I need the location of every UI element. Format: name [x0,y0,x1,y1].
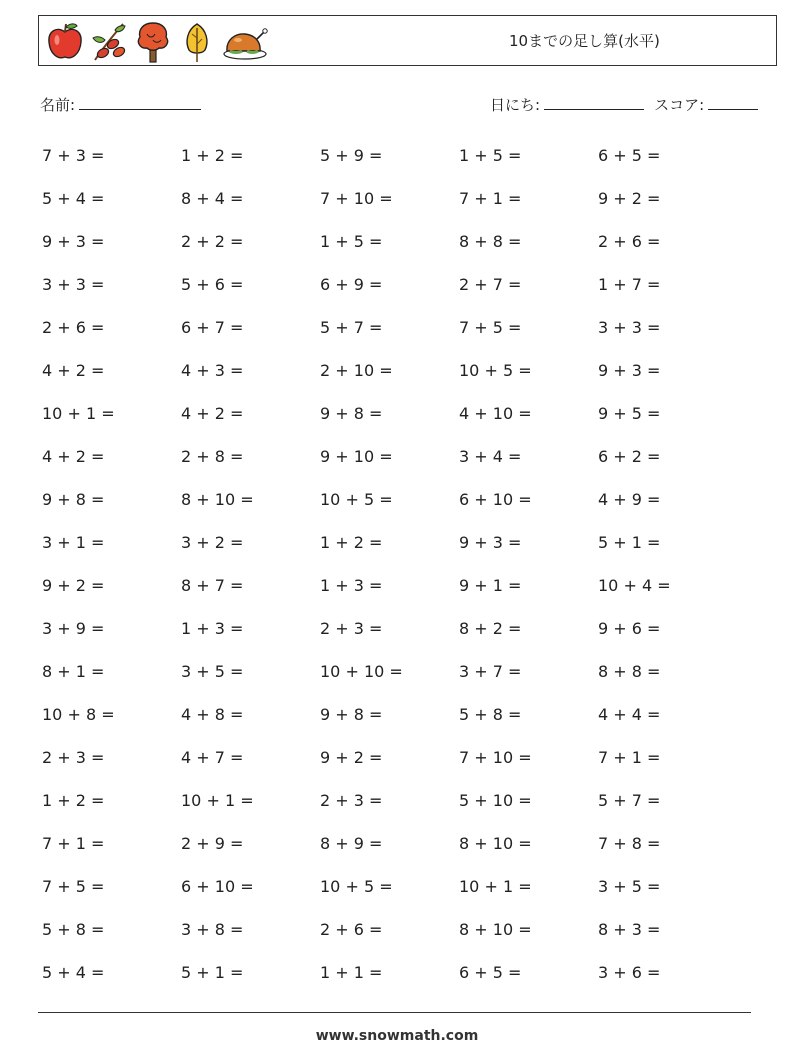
addition-problem: 7 + 10 = [320,189,393,208]
addition-problem: 10 + 5 = [320,877,393,896]
addition-problem: 10 + 10 = [320,662,403,681]
addition-problem: 9 + 3 = [598,361,661,380]
addition-problem: 7 + 1 = [42,834,105,853]
addition-problem: 10 + 5 = [459,361,532,380]
addition-problem: 1 + 3 = [320,576,383,595]
date-blank[interactable] [544,93,644,110]
addition-problem: 5 + 4 = [42,189,105,208]
addition-problem: 1 + 3 = [181,619,244,638]
footer-url: www.snowmath.com [315,1028,479,1044]
addition-problem: 5 + 9 = [320,146,383,165]
addition-problem: 8 + 8 = [459,232,522,251]
header-box [38,15,777,66]
addition-problem: 2 + 3 = [42,748,105,767]
addition-problem: 3 + 8 = [181,920,244,939]
addition-problem: 3 + 5 = [181,662,244,681]
addition-problem: 10 + 1 = [181,791,254,810]
name-blank[interactable] [79,93,201,110]
addition-problem: 4 + 2 = [181,404,244,423]
addition-problem: 8 + 7 = [181,576,244,595]
addition-problem: 5 + 7 = [598,791,661,810]
addition-problem: 9 + 8 = [320,404,383,423]
addition-problem: 7 + 1 = [459,189,522,208]
autumn-tree-icon [133,20,173,64]
addition-problem: 10 + 5 = [320,490,393,509]
ginkgo-leaf-icon [177,20,217,64]
name-field [40,93,201,115]
addition-problem: 7 + 8 = [598,834,661,853]
addition-problem: 1 + 2 = [181,146,244,165]
icon-strip [45,20,269,64]
addition-problem: 8 + 10 = [459,920,532,939]
addition-problem: 4 + 2 = [42,361,105,380]
addition-problem: 5 + 4 = [42,963,105,982]
addition-problem: 9 + 3 = [459,533,522,552]
rosehip-branch-icon [89,20,129,64]
addition-problem: 8 + 3 = [598,920,661,939]
addition-problem: 3 + 3 = [42,275,105,294]
date-score-fields [490,93,758,115]
date-label: 日にち: [490,96,541,114]
addition-problem: 2 + 2 = [181,232,244,251]
addition-problem: 5 + 1 = [598,533,661,552]
addition-problem: 6 + 5 = [459,963,522,982]
apple-icon [45,20,85,64]
addition-problem: 5 + 6 = [181,275,244,294]
addition-problem: 8 + 1 = [42,662,105,681]
addition-problem: 3 + 3 = [598,318,661,337]
addition-problem: 9 + 6 = [598,619,661,638]
addition-problem: 10 + 1 = [459,877,532,896]
addition-problem: 2 + 6 = [320,920,383,939]
addition-problem: 5 + 10 = [459,791,532,810]
addition-problem: 9 + 5 = [598,404,661,423]
addition-problem: 6 + 9 = [320,275,383,294]
addition-problem: 1 + 2 = [42,791,105,810]
addition-problem: 5 + 1 = [181,963,244,982]
problem-grid [42,136,737,996]
addition-problem: 9 + 1 = [459,576,522,595]
addition-problem: 2 + 3 = [320,619,383,638]
addition-problem: 4 + 7 = [181,748,244,767]
addition-problem: 5 + 8 = [459,705,522,724]
addition-problem: 8 + 10 = [459,834,532,853]
addition-problem: 9 + 3 = [42,232,105,251]
addition-problem: 5 + 8 = [42,920,105,939]
addition-problem: 9 + 2 = [320,748,383,767]
addition-problem: 4 + 3 = [181,361,244,380]
addition-problem: 2 + 8 = [181,447,244,466]
footer-divider [38,1012,751,1013]
addition-problem: 7 + 5 = [42,877,105,896]
addition-problem: 3 + 9 = [42,619,105,638]
addition-problem: 5 + 7 = [320,318,383,337]
addition-problem: 6 + 5 = [598,146,661,165]
addition-problem: 10 + 8 = [42,705,115,724]
addition-problem: 8 + 9 = [320,834,383,853]
addition-problem: 3 + 7 = [459,662,522,681]
addition-problem: 6 + 10 = [459,490,532,509]
name-label: 名前: [40,96,76,114]
addition-problem: 3 + 5 = [598,877,661,896]
addition-problem: 4 + 8 = [181,705,244,724]
addition-problem: 8 + 8 = [598,662,661,681]
addition-problem: 2 + 7 = [459,275,522,294]
addition-problem: 9 + 2 = [42,576,105,595]
addition-problem: 9 + 8 = [42,490,105,509]
addition-problem: 3 + 6 = [598,963,661,982]
worksheet-title: 10までの足し算(水平) [509,32,660,50]
addition-problem: 8 + 2 = [459,619,522,638]
addition-problem: 2 + 6 = [598,232,661,251]
addition-problem: 10 + 1 = [42,404,115,423]
addition-problem: 9 + 2 = [598,189,661,208]
addition-problem: 7 + 10 = [459,748,532,767]
addition-problem: 7 + 3 = [42,146,105,165]
addition-problem: 7 + 1 = [598,748,661,767]
addition-problem: 3 + 2 = [181,533,244,552]
addition-problem: 10 + 4 = [598,576,671,595]
addition-problem: 9 + 8 = [320,705,383,724]
addition-problem: 7 + 5 = [459,318,522,337]
addition-problem: 4 + 2 = [42,447,105,466]
addition-problem: 3 + 4 = [459,447,522,466]
addition-problem: 6 + 2 = [598,447,661,466]
addition-problem: 8 + 4 = [181,189,244,208]
addition-problem: 1 + 2 = [320,533,383,552]
addition-problem: 4 + 4 = [598,705,661,724]
addition-problem: 1 + 1 = [320,963,383,982]
addition-problem: 2 + 9 = [181,834,244,853]
addition-problem: 8 + 10 = [181,490,254,509]
roast-turkey-icon [221,20,269,64]
addition-problem: 2 + 6 = [42,318,105,337]
score-label: スコア: [654,96,705,114]
score-blank[interactable] [708,93,758,110]
addition-problem: 4 + 9 = [598,490,661,509]
addition-problem: 1 + 5 = [459,146,522,165]
addition-problem: 3 + 1 = [42,533,105,552]
addition-problem: 6 + 7 = [181,318,244,337]
addition-problem: 1 + 7 = [598,275,661,294]
addition-problem: 2 + 3 = [320,791,383,810]
addition-problem: 9 + 10 = [320,447,393,466]
addition-problem: 2 + 10 = [320,361,393,380]
addition-problem: 1 + 5 = [320,232,383,251]
addition-problem: 6 + 10 = [181,877,254,896]
addition-problem: 4 + 10 = [459,404,532,423]
